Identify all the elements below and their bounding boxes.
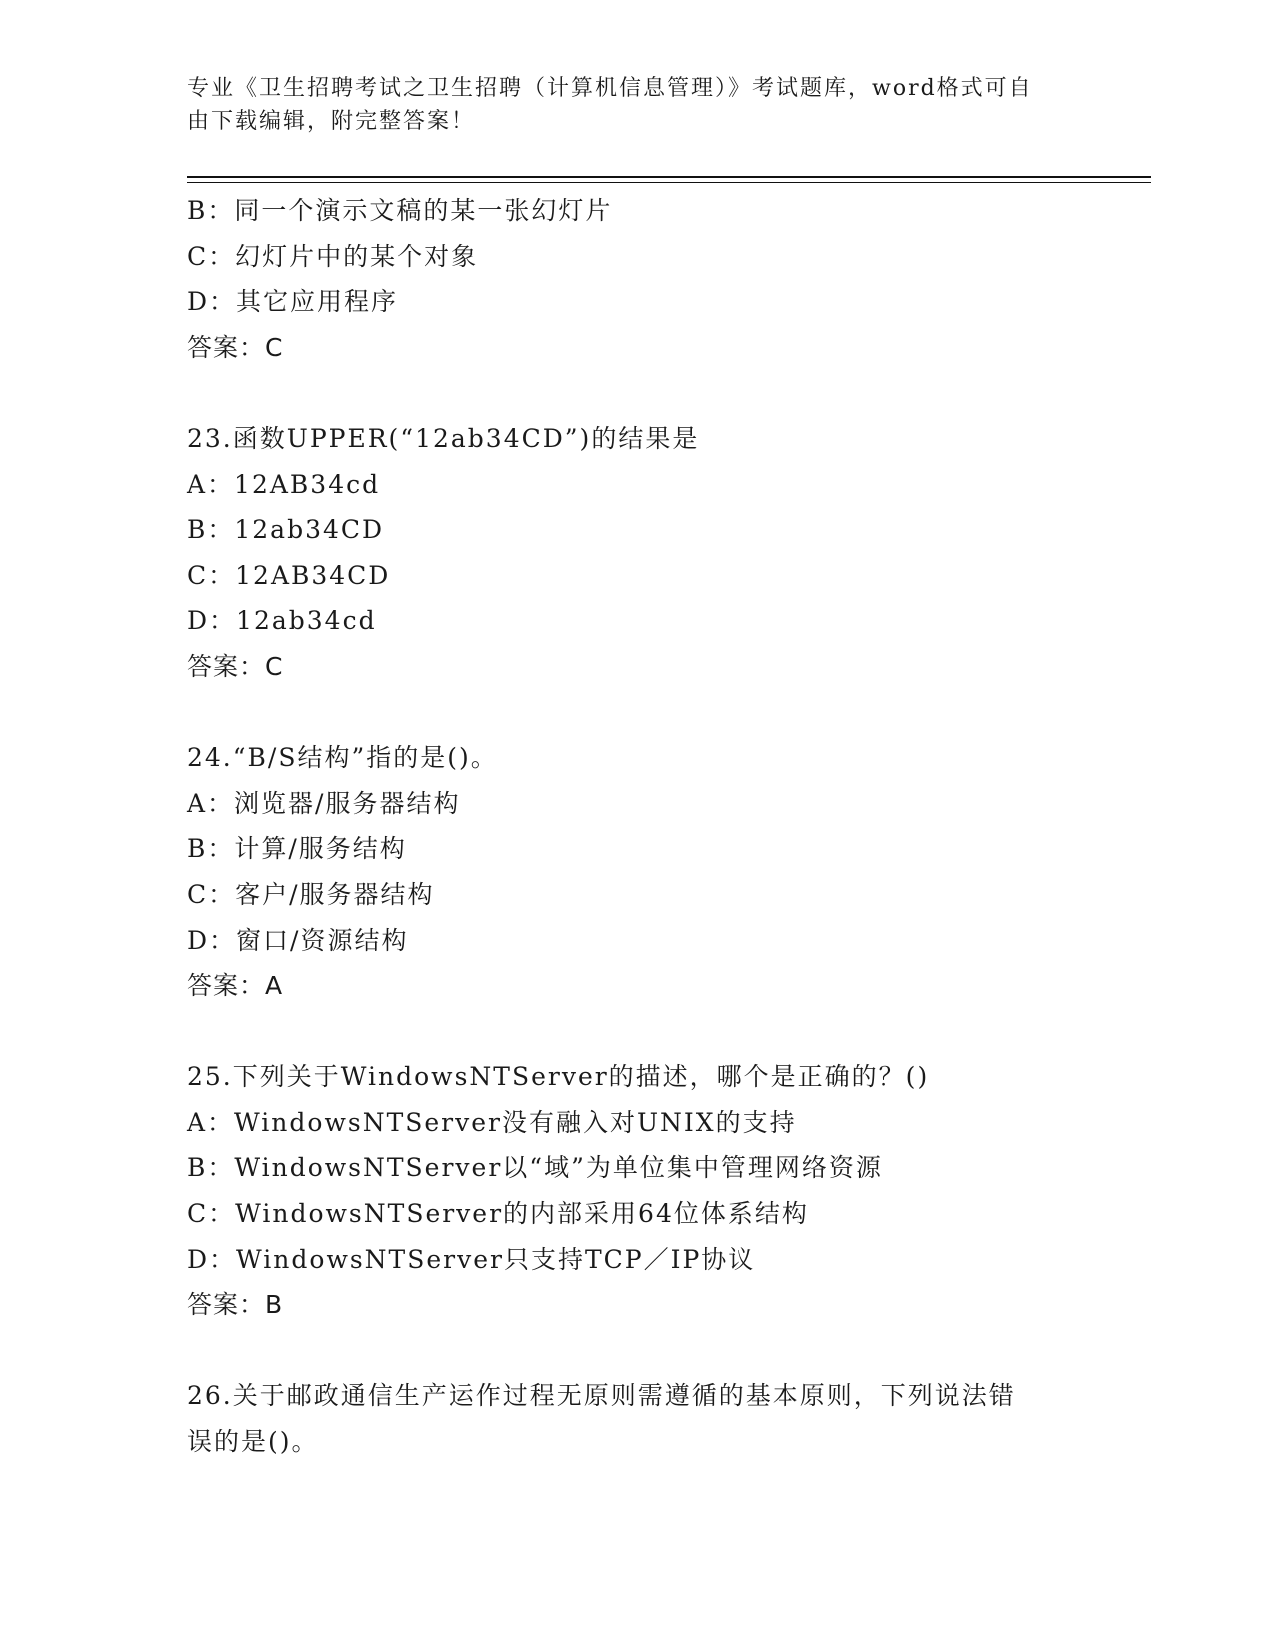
answer-label: 答案：C	[187, 332, 284, 362]
spacer	[187, 1328, 1087, 1374]
option-d: D：12ab34cd	[187, 606, 377, 636]
question-26	[187, 1373, 1087, 1464]
option-d: D：窗口/资源结构	[187, 925, 409, 955]
option-c: C：12AB34CD	[187, 560, 391, 590]
question-stem-line-2: 误的是()。	[187, 1427, 319, 1457]
header-divider-thin	[187, 182, 1151, 183]
option-b: B：同一个演示文稿的某一张幻灯片	[187, 196, 613, 225]
question-stem-line-1: 26.关于邮政通信生产运作过程无原则需遵循的基本原则，下列说法错	[187, 1381, 1016, 1411]
question-stem: 24.“B/S结构”指的是()。	[187, 743, 498, 773]
option-c: C：客户/服务器结构	[187, 879, 435, 909]
header-divider-thick	[187, 176, 1151, 178]
option-c: C：WindowsNTServer的内部采用64位体系结构	[187, 1199, 809, 1229]
question-22-continued	[187, 188, 1087, 370]
spacer	[187, 370, 1087, 416]
option-c: C：幻灯片中的某个对象	[187, 241, 479, 271]
answer-label: 答案：B	[187, 1290, 284, 1320]
option-a: A：WindowsNTServer没有融入对UNIX的支持	[187, 1107, 797, 1137]
option-a: A：12AB34cd	[187, 469, 381, 499]
header-line-1: 专业《卫生招聘考试之卫生招聘（计算机信息管理）》考试题库，word格式可自	[187, 76, 1033, 101]
option-b: B：计算/服务结构	[187, 834, 407, 864]
spacer	[187, 690, 1087, 736]
answer-label: 答案：A	[187, 971, 284, 1001]
answer-label: 答案：C	[187, 651, 284, 681]
question-stem: 23.函数UPPER(“12ab34CD”)的结果是	[187, 423, 700, 453]
question-25	[187, 1054, 1087, 1328]
option-b: B：WindowsNTServer以“域”为单位集中管理网络资源	[187, 1153, 883, 1183]
question-23	[187, 416, 1087, 690]
spacer	[187, 1009, 1087, 1055]
option-a: A：浏览器/服务器结构	[187, 788, 461, 818]
option-d: D：其它应用程序	[187, 287, 399, 317]
question-stem: 25.下列关于WindowsNTServer的描述，哪个是正确的？()	[187, 1062, 930, 1092]
option-b: B：12ab34CD	[187, 515, 385, 545]
option-d: D：WindowsNTServer只支持TCP／IP协议	[187, 1244, 756, 1274]
question-24	[187, 735, 1087, 1009]
question-list	[187, 188, 1087, 1465]
header-line-2: 由下载编辑，附完整答案！	[187, 109, 476, 134]
document-header	[187, 72, 1067, 138]
